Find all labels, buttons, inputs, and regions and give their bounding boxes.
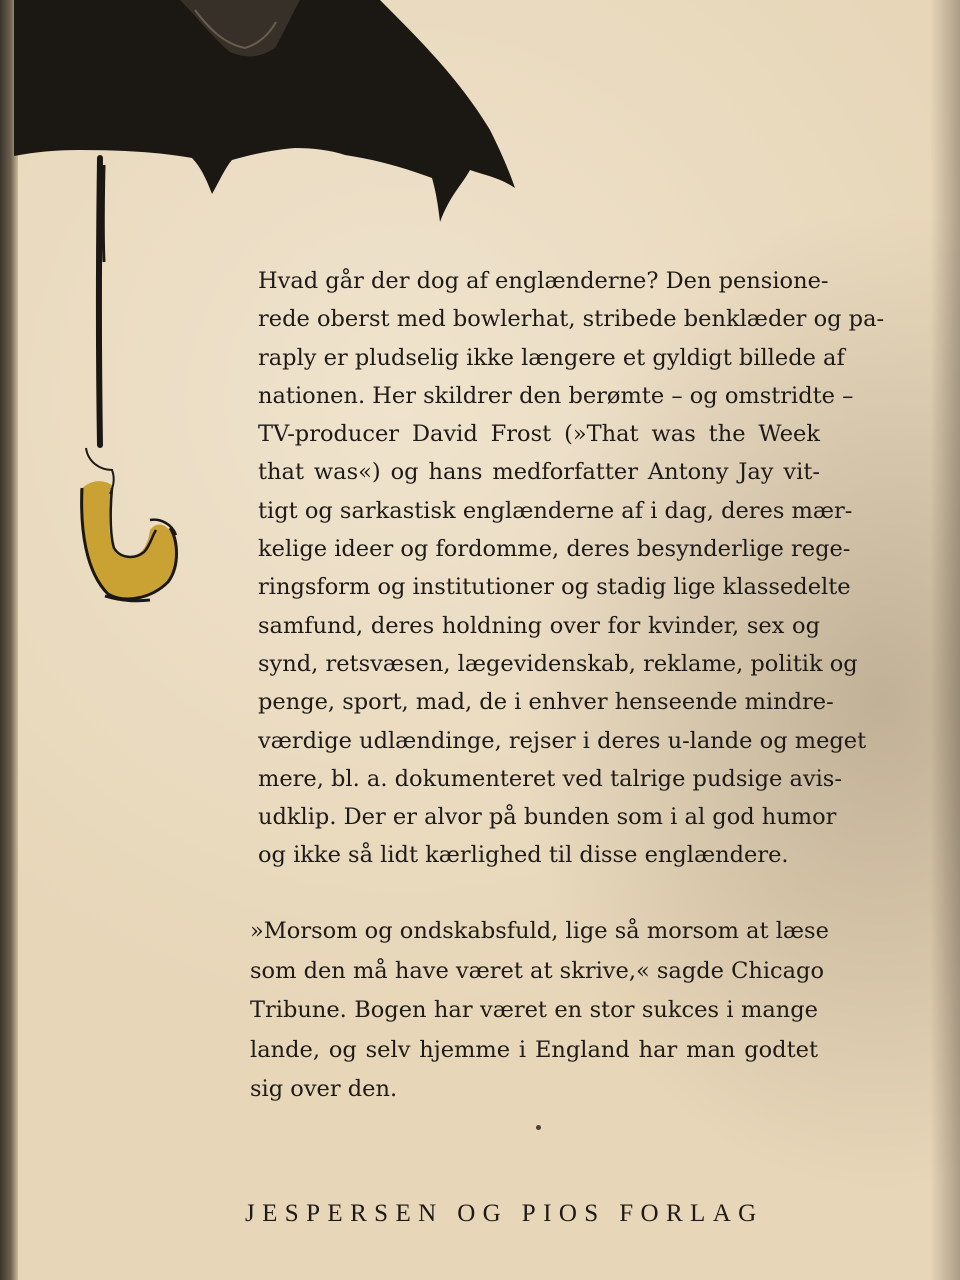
blurb-line: rede oberst med bowlerhat, stribede benklæder og pa- <box>258 306 885 333</box>
blurb-line: ringsform og institutioner og stadig lige klassedelte <box>258 574 851 601</box>
blurb-line: synd, retsvæsen, lægevidenskab, reklame, politik og <box>258 650 858 677</box>
quote-line: sig over den. <box>250 1076 398 1102</box>
quote-line: som den må have været at skrive,« sagde Chicago <box>250 957 824 984</box>
page-shadow <box>930 0 960 1280</box>
review-quote-paragraph <box>250 912 829 1110</box>
blurb-line: kelige ideer og fordomme, deres besynderlige rege- <box>258 536 851 563</box>
blurb-line: udklip. Der er alvor på bunden som i al god humor <box>258 804 837 831</box>
blurb-line: mere, bl. a. dokumenteret ved talrige pudsige avis- <box>258 765 842 792</box>
blurb-line: værdige udlændinge, rejser i deres u-lande og meget <box>258 727 867 754</box>
blurb-line: TV-producer David Frost (»That was the Week <box>258 421 820 448</box>
blurb-line: og ikke så lidt kærlighed til disse englændere. <box>258 842 789 869</box>
blurb-line: penge, sport, mad, de i enhver henseende mindre- <box>258 689 834 716</box>
quote-line: Tribune. Bogen har været en stor sukces i mange <box>250 997 818 1023</box>
paper-speck <box>536 1125 541 1130</box>
umbrella-shaft <box>99 158 100 445</box>
blurb-line: raply er pludselig ikke længere et gyldigt billede af <box>258 344 845 371</box>
blurb-line: that was«) og hans medforfatter Antony Jay vit- <box>258 459 820 486</box>
blurb-line: Hvad går der dog af englænderne? Den pensione- <box>258 268 829 294</box>
blurb-line: nationen. Her skildrer den berømte – og omstridte – <box>258 382 854 409</box>
blurb-line: samfund, deres holdning over for kvinder, sex og <box>258 612 820 639</box>
quote-line: »Morsom og ondskabsfuld, lige så morsom at læse <box>250 918 829 944</box>
blurb-paragraph <box>258 262 885 875</box>
umbrella-handle <box>80 481 176 598</box>
quote-line: lande, og selv hjemme i England har man godtet <box>250 1036 818 1063</box>
publisher-name: JESPERSEN OG PIOS FORLAG <box>245 1200 764 1227</box>
blurb-line: tigt og sarkastisk englænderne af i dag, deres mær- <box>258 497 853 524</box>
